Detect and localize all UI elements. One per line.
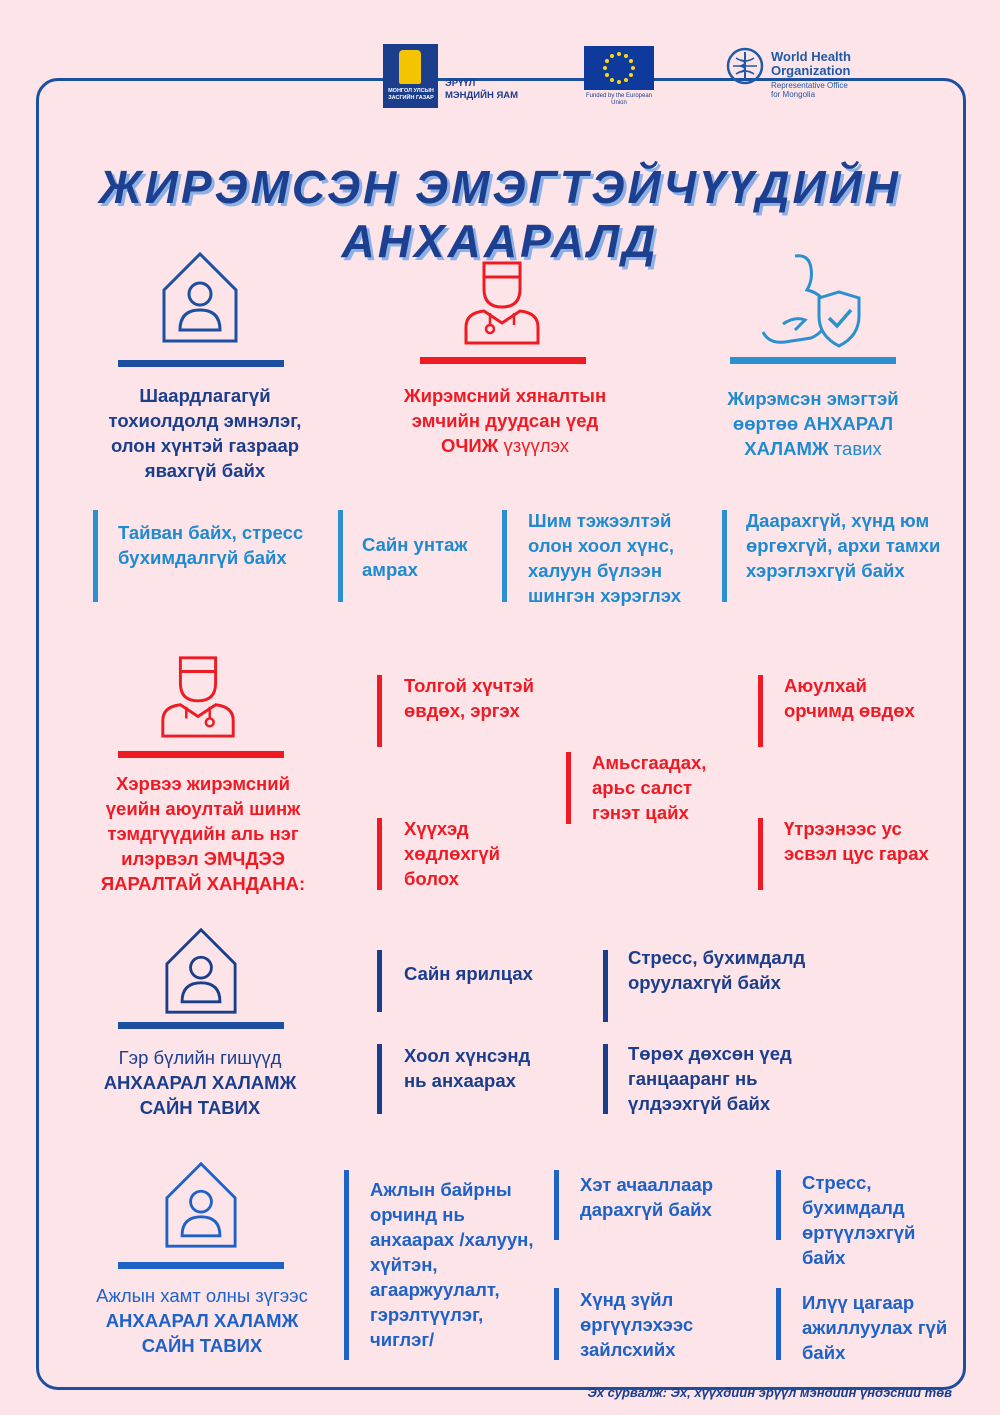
underline-row4	[118, 1022, 284, 1029]
mn-gov-caption: МОНГОЛ УЛСЫН ЗАСГИЙН ГАЗАР	[388, 88, 434, 101]
home-person-icon-3	[163, 1160, 239, 1250]
row1-col3-part3: тавих	[828, 438, 882, 459]
row1-col3-part1: Жирэмсэн эмэгтэй өөртөө	[727, 388, 899, 434]
row3-item-5: Үтрээнээс ус эсвэл цус гарах	[784, 818, 929, 864]
bar-row3-2	[566, 752, 571, 824]
row4-item-3: Хоол хүнсэнд нь анхаарах	[404, 1045, 531, 1091]
page-title: ЖИРЭМСЭН ЭМЭГТЭЙЧҮҮДИЙН АНХААРАЛД	[99, 161, 901, 267]
bar-row2-3	[502, 510, 507, 602]
bar-row4-4	[603, 1044, 608, 1114]
bar-row3-4	[377, 818, 382, 890]
logo-bar	[0, 40, 1000, 110]
row5-item-3: Стресс, бухимдалд өртүүлэхгүй байх	[802, 1172, 916, 1268]
doctor-icon-2	[158, 650, 238, 738]
bar-row5-3	[776, 1170, 781, 1240]
who-office	[771, 81, 891, 99]
row1-col2-part1: Жирэмсний хяналтын эмчийн дуудсан үед	[403, 385, 607, 431]
bar-row5-4	[554, 1288, 559, 1360]
bar-row2-1	[93, 510, 98, 602]
doctor-icon	[462, 255, 542, 345]
row5-item-1: Ажлын байрны орчинд нь анхаарах /халуун, хүйтэн, агааржуулалт, гэрэлтүүлэг, чиглэг/	[370, 1179, 534, 1350]
row3-caption: Хэрвээ жирэмсний үеийн аюултай шинж тэмдгүүдийн аль нэг илэрвэл ЭМЧДЭЭ ЯАРАЛТАЙ ХАНДАНА:	[100, 773, 306, 894]
bar-row3-3	[758, 675, 763, 747]
who-office-line2: for Mongolia	[771, 90, 816, 99]
bar-row5-5	[776, 1288, 781, 1360]
row1-col3-text	[700, 386, 926, 461]
row1-col3-emph: АНХАРАЛ ХАЛАМЖ	[744, 413, 894, 459]
bar-row4-1	[377, 950, 382, 1012]
row5-item-5: Илүү цагаар ажиллуулах гүй байх	[802, 1292, 948, 1363]
who-logo	[725, 46, 851, 99]
row5-item-4: Хүнд зүйл өргүүлэхээс зайлсхийх	[580, 1289, 694, 1360]
row4-item-1: Сайн ярилцах	[404, 963, 533, 984]
eu-flag-icon	[584, 46, 654, 90]
soyombo-icon	[399, 50, 421, 84]
row2-item-4: Даарахгүй, хүнд юм өргөхгүй, архи тамхи хэрэглэхгүй байх	[746, 510, 941, 581]
home-person-icon-2	[163, 926, 239, 1016]
row5-caption-part1: Ажлын хамт олны зүгээс	[96, 1285, 308, 1306]
bar-row3-1	[377, 675, 382, 747]
underline-row3	[118, 751, 284, 758]
row4-caption	[80, 1045, 320, 1120]
pregnant-shield-icon	[755, 250, 865, 350]
who-office-line1: Representative Office	[771, 81, 848, 90]
row5-caption	[82, 1283, 322, 1358]
bar-row5-1	[344, 1170, 349, 1360]
eu-caption: Funded by the European Union	[585, 93, 653, 106]
row1-col2-text	[385, 383, 625, 458]
row2-item-3: Шим тэжээлтэй олон хоол хүнс, халуун бүлээн шингэн хэрэглэх	[528, 510, 681, 606]
row3-item-2: Амьсгаадах, арьс салст гэнэт цайх	[592, 752, 707, 823]
row5-item-2: Хэт ачааллаар дарахгүй байх	[580, 1174, 714, 1220]
source-note: Эх сурвалж: Эх, хүүхдийн эрүүл мэндийн үндэсний төв	[587, 1385, 952, 1400]
row3-item-1: Толгой хүчтэй өвдөх, эргэх	[404, 675, 534, 721]
eu-logo	[584, 46, 654, 107]
ministry-line2: МЭНДИЙН ЯАМ	[445, 90, 519, 101]
row5-caption-emph: АНХААРАЛ ХАЛАМЖ САЙН ТАВИХ	[105, 1310, 299, 1356]
who-text	[771, 50, 891, 99]
bar-row4-2	[603, 950, 608, 1022]
row4-item-2: Стресс, бухимдалд оруулахгүй байх	[628, 947, 806, 993]
home-person-icon	[160, 250, 240, 345]
row1-col2-part3: үзүүлэх	[498, 435, 570, 456]
row4-caption-emph: АНХААРАЛ ХАЛАМЖ САЙН ТАВИХ	[103, 1072, 297, 1118]
bar-row3-5	[758, 818, 763, 890]
underline-col1	[118, 360, 284, 367]
bar-row4-3	[377, 1044, 382, 1114]
ministry-line1: ЭРҮҮЛ	[445, 78, 476, 89]
who-name-line1: World Health	[771, 49, 851, 64]
underline-col2	[420, 357, 586, 364]
row1-col1-text: Шаардлагагүй тохиолдолд эмнэлэг, олон хүнтэй газраар явахгүй байх	[108, 385, 302, 481]
ministry-name	[445, 78, 535, 102]
bar-row2-2	[338, 510, 343, 602]
row4-caption-part1: Гэр бүлийн гишүүд	[118, 1047, 282, 1068]
row3-item-3: Аюулхай орчимд өвдөх	[784, 675, 915, 721]
underline-col3	[730, 357, 896, 364]
row3-item-4: Хүүхэд хөдлөхгүй болох	[404, 818, 501, 889]
who-name-line2: Organization	[771, 63, 851, 78]
row1-col2-emph: ОЧИЖ	[440, 435, 499, 456]
mongolia-emblem-box	[383, 44, 438, 108]
row2-item-1: Тайван байх, стресс бухимдалгүй байх	[118, 522, 304, 568]
underline-row5	[118, 1262, 284, 1269]
bar-row5-2	[554, 1170, 559, 1240]
who-emblem-icon	[725, 46, 765, 86]
row2-item-2: Сайн унтаж амрах	[362, 534, 468, 580]
bar-row2-4	[722, 510, 727, 602]
row4-item-4: Төрөх дөхсөн үед ганцааранг нь үлдээхгүй байх	[628, 1043, 792, 1114]
